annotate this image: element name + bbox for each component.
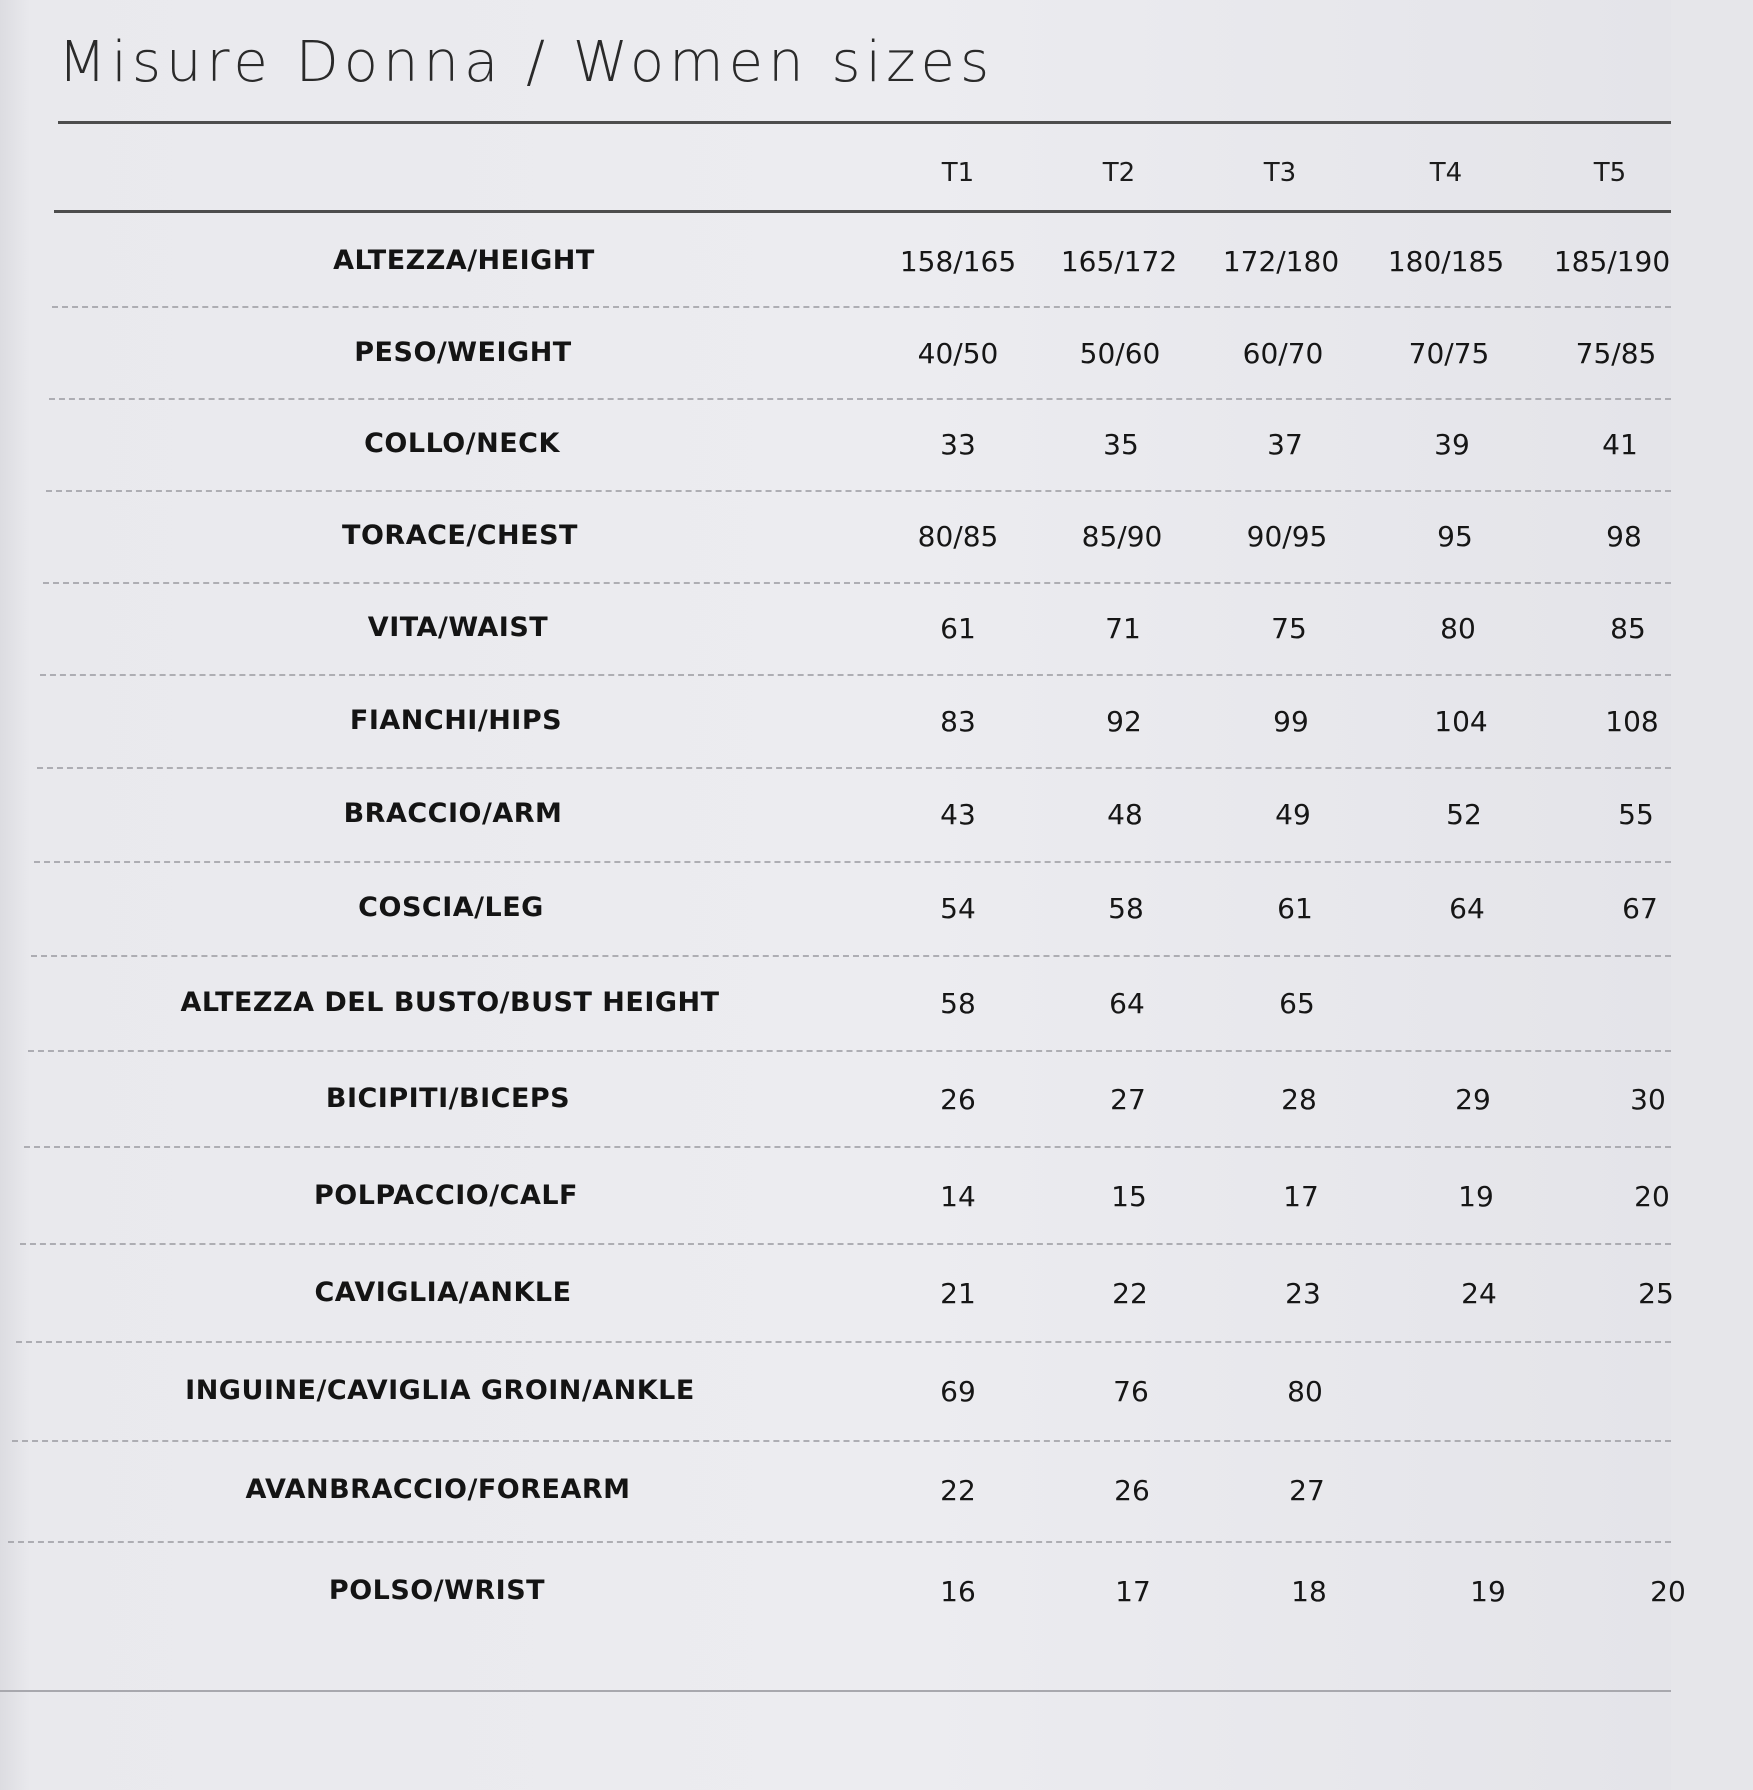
size-value-t1: 21: [940, 1277, 976, 1310]
size-value-t2: 15: [1111, 1180, 1147, 1213]
row-label: COLLO/NECK: [364, 428, 560, 459]
size-value-t5: 108: [1605, 705, 1659, 738]
row-separator: [31, 955, 1671, 957]
row-label: POLPACCIO/CALF: [313, 1180, 578, 1211]
size-value-t3: 61: [1277, 892, 1313, 925]
size-value-t3: 90/95: [1246, 520, 1328, 553]
size-value-t4: 24: [1461, 1277, 1497, 1310]
row-separator: [8, 1541, 1671, 1543]
row-label: CAVIGLIA/ANKLE: [314, 1277, 572, 1308]
column-header-t2: T2: [1102, 158, 1136, 188]
size-value-t3: 37: [1267, 428, 1303, 461]
row-separator: [52, 306, 1671, 308]
size-value-t2: 64: [1109, 987, 1145, 1020]
size-value-t3: 60/70: [1242, 337, 1324, 370]
table-row: [0, 612, 1671, 702]
row-separator: [12, 1440, 1671, 1442]
bottom-rule: [0, 1690, 1671, 1692]
table-row: [0, 1375, 1671, 1465]
row-separator: [20, 1243, 1671, 1245]
table-row: [0, 428, 1671, 518]
header-rule: [54, 210, 1671, 213]
size-value-t1: 40/50: [917, 337, 999, 370]
page-title: Misure Donna / Women sizes: [58, 30, 995, 95]
size-value-t2: 76: [1113, 1375, 1149, 1408]
size-value-t3: 28: [1281, 1083, 1317, 1116]
size-value-t1: 26: [940, 1083, 976, 1116]
row-label: BRACCIO/ARM: [343, 798, 563, 829]
size-value-t1: 22: [940, 1474, 976, 1507]
size-value-t3: 172/180: [1222, 245, 1340, 278]
size-value-t5: 20: [1650, 1575, 1686, 1608]
size-value-t3: 99: [1273, 705, 1309, 738]
row-separator: [46, 490, 1671, 492]
size-value-t5: 67: [1622, 892, 1658, 925]
row-label: ALTEZZA/HEIGHT: [333, 245, 595, 276]
row-label: FIANCHI/HIPS: [349, 705, 563, 736]
row-label: TORACE/CHEST: [342, 520, 578, 551]
row-separator: [28, 1050, 1671, 1052]
size-value-t4: 180/185: [1387, 245, 1505, 278]
size-value-t4: 52: [1446, 798, 1482, 831]
size-value-t1: 33: [940, 428, 976, 461]
size-value-t4: 80: [1440, 612, 1476, 645]
table-row: [0, 1474, 1671, 1564]
size-value-t2: 48: [1107, 798, 1143, 831]
size-value-t1: 83: [940, 705, 976, 738]
size-value-t2: 58: [1108, 892, 1144, 925]
size-value-t3: 23: [1285, 1277, 1321, 1310]
size-value-t1: 61: [940, 612, 976, 645]
size-value-t1: 16: [940, 1575, 976, 1608]
size-value-t1: 58: [940, 987, 976, 1020]
table-row: [0, 1083, 1671, 1173]
row-separator: [16, 1341, 1671, 1343]
table-row: [0, 1575, 1686, 1665]
size-value-t5: 55: [1618, 798, 1654, 831]
size-value-t2: 35: [1103, 428, 1139, 461]
table-row: [0, 245, 1671, 335]
row-label: PESO/WEIGHT: [354, 337, 572, 368]
column-header-t4: T4: [1429, 158, 1463, 188]
size-value-t1: 158/165: [899, 245, 1017, 278]
title-rule: [58, 121, 1671, 124]
row-separator: [24, 1146, 1671, 1148]
table-row: [0, 892, 1671, 982]
row-separator: [43, 582, 1671, 584]
size-value-t3: 80: [1287, 1375, 1323, 1408]
size-value-t2: 85/90: [1081, 520, 1163, 553]
size-value-t3: 27: [1289, 1474, 1325, 1507]
column-header-t3: T3: [1263, 158, 1297, 188]
table-row: [0, 1277, 1674, 1367]
size-value-t1: 69: [940, 1375, 976, 1408]
size-value-t5: 30: [1630, 1083, 1666, 1116]
row-separator: [34, 861, 1671, 863]
table-row: [0, 1180, 1671, 1270]
size-value-t5: 41: [1602, 428, 1638, 461]
size-value-t2: 92: [1106, 705, 1142, 738]
size-value-t2: 71: [1105, 612, 1141, 645]
size-value-t3: 75: [1271, 612, 1307, 645]
size-value-t4: 19: [1470, 1575, 1506, 1608]
size-value-t2: 26: [1114, 1474, 1150, 1507]
table-row: [0, 520, 1671, 610]
row-separator: [40, 674, 1671, 676]
size-value-t4: 70/75: [1408, 337, 1490, 370]
row-label: BICIPITI/BICEPS: [325, 1083, 571, 1114]
size-value-t1: 14: [940, 1180, 976, 1213]
size-value-t5: 185/190: [1553, 245, 1671, 278]
size-value-t3: 18: [1291, 1575, 1327, 1608]
size-value-t4: 39: [1434, 428, 1470, 461]
column-header-t5: T5: [1593, 158, 1627, 188]
size-value-t5: 75/85: [1575, 337, 1657, 370]
size-value-t5: 85: [1610, 612, 1646, 645]
row-label: ALTEZZA DEL BUSTO/BUST HEIGHT: [180, 987, 720, 1018]
row-label: INGUINE/CAVIGLIA GROIN/ANKLE: [185, 1375, 695, 1406]
row-label: POLSO/WRIST: [328, 1575, 546, 1606]
size-value-t4: 95: [1437, 520, 1473, 553]
row-label: COSCIA/LEG: [358, 892, 544, 923]
row-separator: [37, 767, 1671, 769]
size-value-t2: 22: [1112, 1277, 1148, 1310]
size-value-t5: 20: [1634, 1180, 1670, 1213]
size-value-t1: 80/85: [917, 520, 999, 553]
table-row: [0, 798, 1671, 888]
table-row: [0, 705, 1671, 795]
size-value-t1: 43: [940, 798, 976, 831]
row-separator: [49, 398, 1671, 400]
size-value-t2: 27: [1110, 1083, 1146, 1116]
size-value-t5: 98: [1606, 520, 1642, 553]
size-value-t2: 50/60: [1079, 337, 1161, 370]
row-label: VITA/WAIST: [367, 612, 549, 643]
size-value-t2: 165/172: [1060, 245, 1178, 278]
table-row: [0, 337, 1671, 427]
column-header-t1: T1: [941, 158, 975, 188]
size-value-t4: 19: [1458, 1180, 1494, 1213]
row-label: AVANBRACCIO/FOREARM: [245, 1474, 631, 1505]
size-value-t3: 49: [1275, 798, 1311, 831]
size-value-t1: 54: [940, 892, 976, 925]
table-row: [0, 987, 1671, 1077]
size-value-t3: 17: [1283, 1180, 1319, 1213]
size-value-t3: 65: [1279, 987, 1315, 1020]
size-value-t5: 25: [1638, 1277, 1674, 1310]
size-value-t4: 104: [1434, 705, 1488, 738]
size-value-t4: 64: [1449, 892, 1485, 925]
size-value-t2: 17: [1115, 1575, 1151, 1608]
size-value-t4: 29: [1455, 1083, 1491, 1116]
